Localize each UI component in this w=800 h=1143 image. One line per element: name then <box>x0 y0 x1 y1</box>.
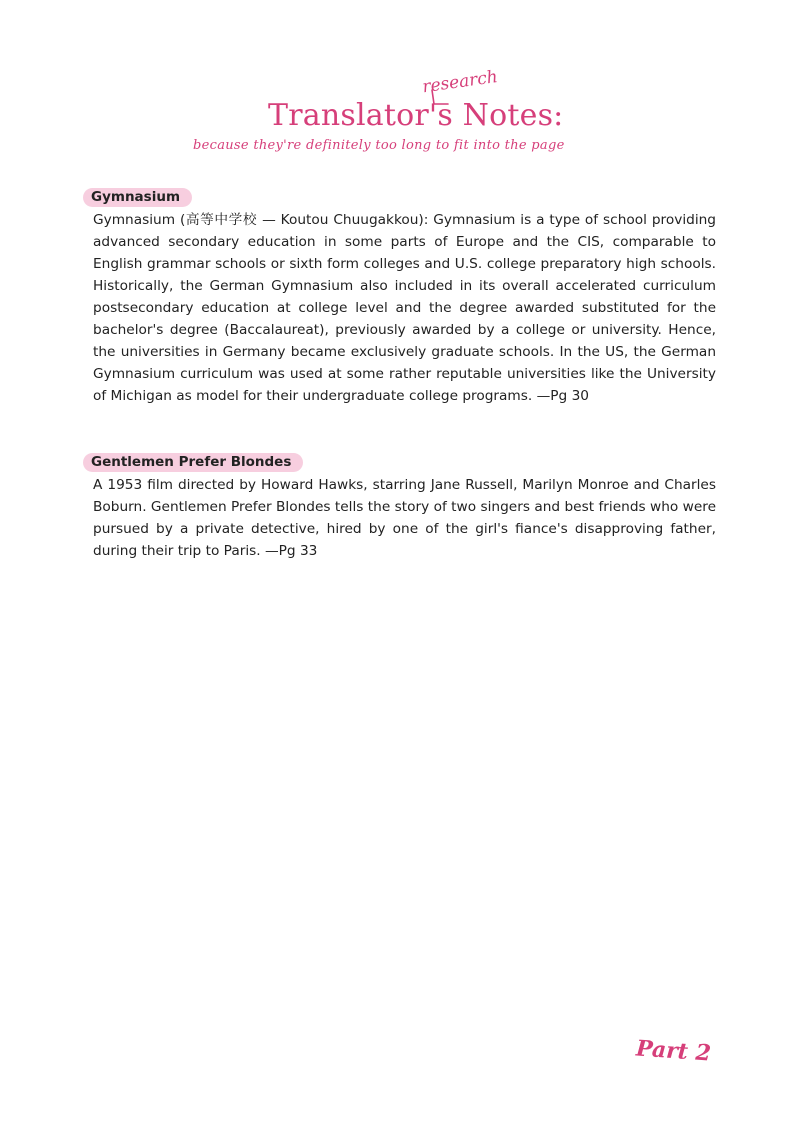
note-heading: Gentlemen Prefer Blondes <box>89 452 299 472</box>
note-body: Gymnasium (高等中学校 — Koutou Chuugakkou): Gymnasium is a type of school providing advanced secondary education in some parts of Europe and the CIS, comparable to English grammar schools or sixth form colleges and U.S. college preparatory high schools. Historically, the German Gymnasium also included in its overall accelerated curriculum postsecondary education at college level and the degree awarded substituted for the bachelor's degree (Baccalaureat), previously awarded by a college or university. Hence, the universities in Germany became exclusively graduate schools. In the US, the German Gymnasium curriculum was used at some rather reputable universities like the University of Michigan as model for their undergraduate college programs. —Pg 30 <box>93 212 716 404</box>
page-title: Translator's Notes: <box>268 98 564 133</box>
note-body: A 1953 film directed by Howard Hawks, starring Jane Russell, Marilyn Monroe and Charles Boburn. Gentlemen Prefer Blondes tells the story of two singers and best friends who were pursued by a private detective, hired by one of the girl's fiance's disapproving father, during their trip to Paris. —Pg 33 <box>93 477 716 559</box>
note-gymnasium <box>93 186 716 407</box>
inserted-word: research <box>421 66 499 98</box>
page-header <box>0 60 800 170</box>
page-subtitle: because they're definitely too long to fit into the page <box>193 138 565 153</box>
note-heading: Gymnasium <box>89 187 188 207</box>
part-label: Part 2 <box>635 1035 712 1067</box>
note-gentlemen-prefer-blondes <box>93 451 716 562</box>
